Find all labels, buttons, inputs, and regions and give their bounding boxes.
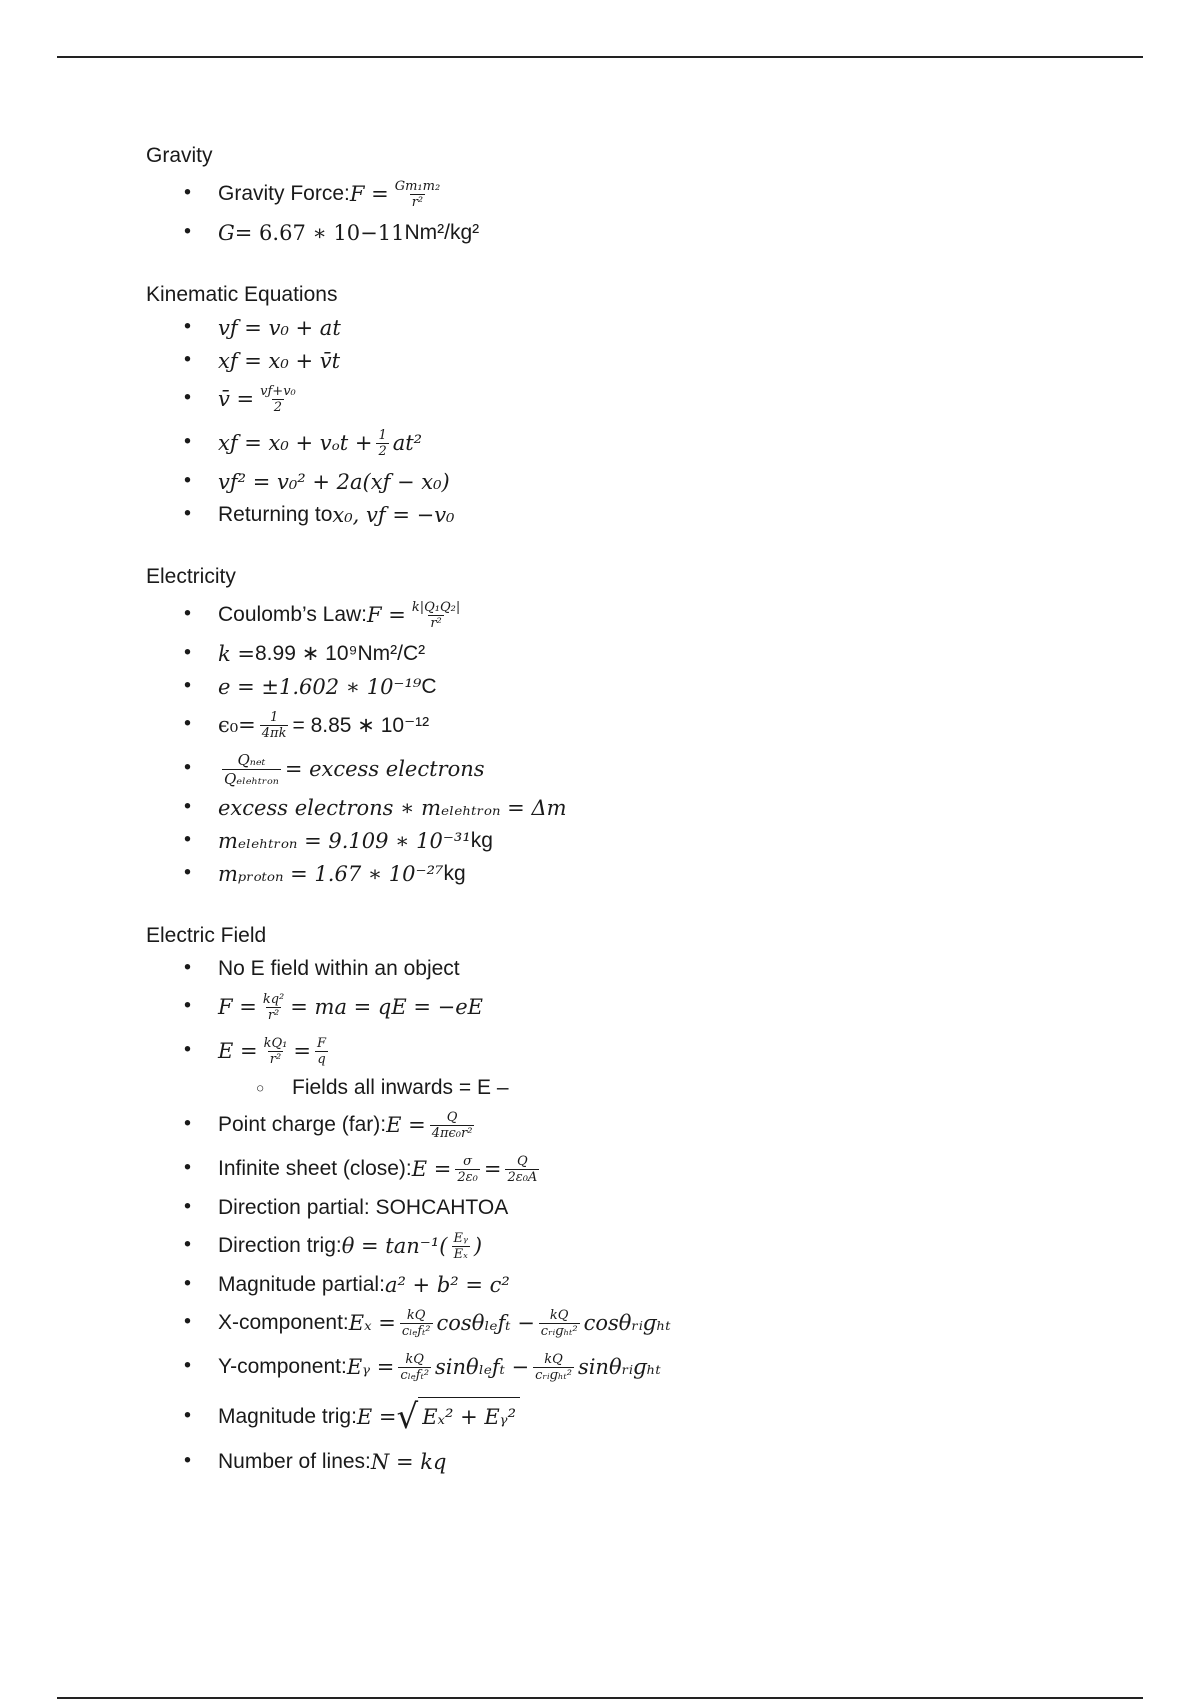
fraction: $\frac{Q}{\text{2ε₀A}}$: [507, 1153, 538, 1185]
list-item: • excess electrons ∗ mₑₗₑₕₜᵣₒₙ = Δm: [146, 791, 1106, 824]
list-item: • Infinite sheet (close): E = $\frac{\sigma}{\text{2ε₀}}$ = $\frac{Q}{\text{2ε₀A}}$: [146, 1147, 1106, 1191]
fraction: $\frac{kQ}{\text{cₗₑƒₜ²}}$: [401, 1307, 431, 1339]
list-item: • v̄ = $\frac{\text{vƒ+v₀}}{2}$: [146, 377, 1106, 421]
list-item: • k = 8.99 ∗ 10⁹ Nm²/C²: [146, 637, 1106, 670]
section-gravity: [146, 140, 1106, 249]
fraction: $\frac{\text{kQ₁}}{\text{r²}}$: [263, 1035, 288, 1067]
section-heading: Electricity: [146, 565, 236, 588]
fraction: $\frac{kQ}{\text{cₗₑƒₜ²}}$: [400, 1351, 430, 1383]
list-item: • vƒ = v₀ + at: [146, 311, 1106, 344]
list-item: • Y-component: Eᵧ = $\frac{kQ}{\text{cₗₑƒₜ²}}$ sinθₗₑƒₜ − $\frac{kQ}{\text{cᵣᵢɡₕₜ²}}$ sinθᵣᵢɡₕₜ: [146, 1345, 1106, 1389]
document-body: [146, 140, 1106, 1508]
section-heading: Kinematic Equations: [146, 283, 338, 306]
list-item: • xƒ = x₀ + vₒt + $\frac{1}{2}$ at²: [146, 421, 1106, 465]
list-item: • mₚᵣₒₜₒₙ = 1.67 ∗ 10⁻²⁷ kg: [146, 857, 1106, 890]
fraction: $\frac{1}{4\pi k}$: [261, 709, 287, 741]
bullet-list: [146, 311, 1106, 531]
list-item: • No E field within an object: [146, 952, 1106, 985]
section-electric-field: [146, 920, 1106, 1478]
section-electricity: [146, 561, 1106, 890]
header-rule: [57, 56, 1143, 58]
radical-sign-icon: √: [396, 1397, 419, 1437]
list-item: • G = 6.67 ∗ 10 −11 Nm²/kg²: [146, 216, 1106, 249]
list-item: • Magnitude trig: E = √ Eₓ² + Eᵧ²: [146, 1389, 1106, 1445]
list-item: • mₑₗₑₕₜᵣₒₙ = 9.109 ∗ 10⁻³¹ kg: [146, 824, 1106, 857]
list-item: • Direction trig: θ = tan⁻¹( $\frac{\text{Eᵧ}}{\text{Eₓ}}$ ): [146, 1224, 1106, 1268]
list-item: • xƒ = x₀ + v̄t: [146, 344, 1106, 377]
bullet-list: [146, 593, 1106, 890]
list-item: • E = $\frac{\text{kQ₁}}{\text{r²}}$ = $\frac{F}{q}$: [146, 1029, 1106, 1073]
list-item: • Magnitude partial: a² + b² = c²: [146, 1268, 1106, 1301]
fraction: $\frac{\text{vƒ+v₀}}{2}$: [260, 383, 296, 415]
footer-rule: [57, 1697, 1143, 1699]
list-item: • Direction partial: SOHCAHTOA: [146, 1191, 1106, 1224]
list-item: • X-component: Eₓ = $\frac{kQ}{\text{cₗₑƒₜ²}}$ cosθₗₑƒₜ − $\frac{kQ}{\text{cᵣᵢɡₕₜ²}}$ cosθᵣᵢɡₕₜ: [146, 1301, 1106, 1345]
fraction: $\frac{F}{q}$: [316, 1035, 326, 1067]
section-heading: Gravity: [146, 144, 213, 167]
list-item: • Coulomb’s Law: F = $\frac{\text{k|Q₁Q₂|}}{\text{r²}}$: [146, 593, 1106, 637]
list-item: • Point charge (far): E = $\frac{Q}{\text{4πϵ₀r²}}$: [146, 1103, 1106, 1147]
square-root: √ Eₓ² + Eᵧ²: [397, 1397, 520, 1437]
fraction: $\frac{kQ}{\text{cᵣᵢɡₕₜ²}}$: [540, 1307, 578, 1339]
list-item: • Gravity Force: F = $\frac{\text{Gm₁m₂}}{\text{r²}}$: [146, 172, 1106, 216]
fraction: $\frac{kQ}{\text{cᵣᵢɡₕₜ²}}$: [535, 1351, 572, 1383]
list-item: • Returning to x₀, vƒ = −v₀: [146, 498, 1106, 531]
bullet-list: [146, 172, 1106, 249]
fraction: $\frac{Q}{\text{4πϵ₀r²}}$: [431, 1109, 473, 1141]
sub-list-item: ○ Fields all inwards = E –: [146, 1073, 1106, 1103]
section-heading: Electric Field: [146, 924, 267, 947]
list-item: • vƒ² = v₀² + 2a(xƒ − x₀): [146, 465, 1106, 498]
list-item: • e = ±1.602 ∗ 10⁻¹⁹ C: [146, 670, 1106, 703]
bullet-list: [146, 952, 1106, 1478]
list-item: • $\frac{\text{Qₙₑₜ}}{\text{Qₑₗₑₕₜᵣₒₙ}}$ = excess electrons: [146, 747, 1106, 791]
fraction: $\frac{\text{Eᵧ}}{\text{Eₓ}}$: [453, 1230, 468, 1262]
fraction: $\frac{\sigma}{\text{2ε₀}}$: [457, 1153, 478, 1185]
fraction: $\frac{\text{kq²}}{\text{r²}}$: [262, 991, 285, 1023]
fraction: $\frac{\text{Gm₁m₂}}{\text{r²}}$: [394, 178, 441, 210]
list-item: • Number of lines: N = kq: [146, 1445, 1106, 1478]
fraction: • $\frac{\text{Qₙₑₜ}}{\text{Qₑₗₑₕₜᵣₒₙ}}$: [224, 750, 279, 788]
list-item: • F = $\frac{\text{kq²}}{\text{r²}}$ = ma = qE = −eE: [146, 985, 1106, 1029]
list-item: • ϵ₀= $\frac{1}{4\pi k}$ = 8.85 ∗ 10⁻¹²: [146, 703, 1106, 747]
fraction: $\frac{\text{k|Q₁Q₂|}}{\text{r²}}$: [411, 599, 461, 631]
fraction: $\frac{1}{2}$: [378, 427, 387, 459]
section-kinematic: [146, 279, 1106, 531]
